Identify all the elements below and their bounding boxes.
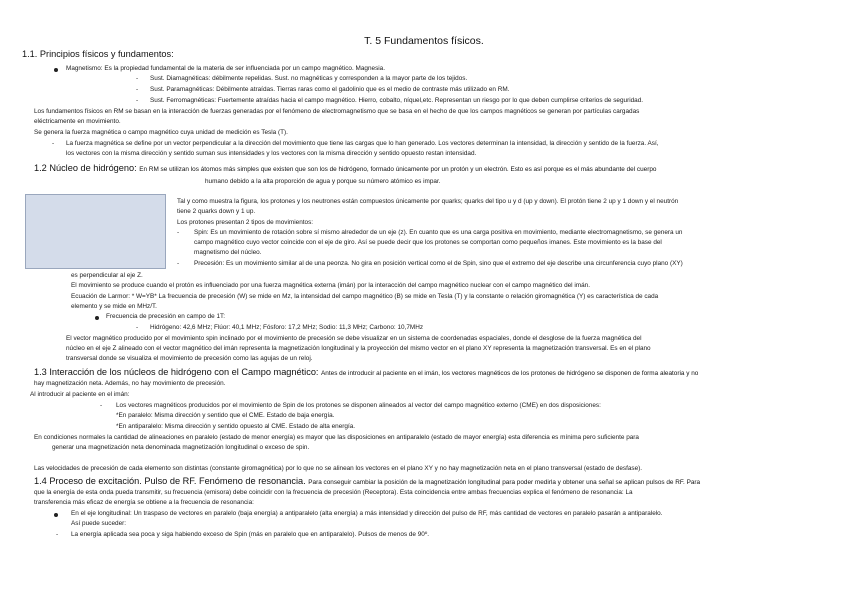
vector-line-2: núcleo en el eje Z alineado con el vector magnético del imán representa la magnetización longitudinal y la proyección del mismo vector en el plano XY representa la magnetización transversal. Es en el plano xyxy=(66,345,651,352)
condiciones-line-1: En condiciones normales la cantidad de alineaciones en paralelo (estado de menor energía) es mayor que las disposiciones en antiparalelo (estado de mayor energía) esta diferencia es mínima pero suficiente para xyxy=(34,434,639,441)
frecuencia-heading: Frecuencia de precesión en campo de 1T: xyxy=(106,313,226,320)
dash-icon: - xyxy=(177,229,180,236)
fuerza-line-2: los vectores con la misma dirección y sentido suman sus intensidades y los vectores con la misma dirección y sentido opuesto restan intensidad. xyxy=(66,150,477,157)
disposiciones-text: Los vectores magnéticos producidos por el movimiento de Spin de los protones se disponen alineados al vector del campo magnético externo (CME) en dos disposiciones: xyxy=(116,402,601,409)
dash-icon: - xyxy=(52,140,55,147)
vector-line-3: transversal donde se visualiza el movimiento de precesión como las agujas de un reloj. xyxy=(66,355,313,362)
section-1-4-heading: 1.4 Proceso de excitación. Pulso de RF. Fenómeno de resonancia. Para conseguir cambiar la posición de la magnetización longitudinal para poder medirla y obtener una señal se aplican pulsos de RF. Para xyxy=(34,476,701,486)
spin-line-2: campo magnético cuyo vector coincide con el eje de giro. Así se puede decir que los protones se comportan como pequeños imanes. Este movimiento es la base del xyxy=(194,239,662,246)
produce-text: El movimiento se produce cuando el protón es influenciado por una fuerza magnética externa (imán) por la interacción del campo magnético nuclear con el campo magnético del imán. xyxy=(71,282,590,289)
precesion-line-2: es perpendicular al eje Z. xyxy=(71,272,143,279)
movimientos-text: Los protones presentan 2 tipos de movimientos: xyxy=(177,219,314,226)
eje-longitudinal-line-2: Así puede suceder: xyxy=(71,520,127,527)
dash-icon: - xyxy=(136,75,139,82)
excitacion-line-2: que la energía de esta onda pueda transmitir, su frecuencia (emisora) debe coincidir con la frecuencia de precesión (Receptora). Esta coincidencia entre ambas frecuencias explica el fenómeno de resonancia: La xyxy=(34,489,633,496)
paramag-text: Sust. Paramagnéticas: Débilmente atraídas. Tierras raras como el gadolinio que es el medio de contraste más utilizado en RM. xyxy=(150,86,510,93)
larmor-line-1: Ecuación de Larmor: * W=YB* La frecuencia de precesión (W) se mide en Mz, la intensidad del campo magnético (B) se mide en Tesla (T) y la constante o relación giromagnética (Y) es característica de cada xyxy=(71,293,659,300)
figura-line-2: tiene 2 quarks down y 1 up. xyxy=(177,208,256,215)
paralelo-text: *En paralelo: Misma dirección y sentido que el CME. Estado de baja energía. xyxy=(116,412,335,419)
hidrogeno-intro-line-2: humano debido a la alta proporción de agua y porque su número atómico es impar. xyxy=(205,178,441,185)
fundamentos-line-1: Los fundamentos físicos en RM se basan en la interacción de fuerzas generadas por el fenómeno de electromagnetismo que se basa en el hecho de que los campos magnéticos se generan por partículas cargadas xyxy=(34,108,640,115)
eje-longitudinal-line-1: En el eje longitudinal: Un traspaso de vectores en paralelo (baja energía) a antiparalelo (alta energía) a más intensidad y dirección del pulso de RF, más cantidad de vectores en paralelo pasarán a antiparalelo. xyxy=(71,510,663,517)
dash-icon: - xyxy=(136,324,139,331)
spin-line-1: Spin: Es un movimiento de rotación sobre sí mismo alrededor de un eje (z). En cuanto que es una carga positiva en movimiento, mediante electromagnetismo, se genera un xyxy=(194,229,683,236)
dash-icon: - xyxy=(136,86,139,93)
diamag-text: Sust. Diamagnéticas: débilmente repelidas. Sust. no magnéticas y corresponden a la mayor parte de los tejidos. xyxy=(150,75,468,82)
fuerza-line-1: La fuerza magnética se define por un vector perpendicular a la dirección del movimiento que tiene las cargas que lo han generado. Los vectores determinan la intensidad, la dirección y sentido de la fuerza. Así, xyxy=(66,140,659,147)
spin-line-3: magnetismo del núcleo. xyxy=(194,249,262,256)
excitacion-line-3: transferencia más eficaz de energía se obtiene a la frecuencia de resonancia: xyxy=(34,499,254,506)
condiciones-line-2: generar una magnetización neta denominada magnetización longitudinal o exceso de spin. xyxy=(52,444,310,451)
dash-icon: - xyxy=(136,97,139,104)
energia-text: La energía aplicada sea poca y siga habiendo exceso de Spin (más en paralelo que en antiparalelo). Pulsos de menos de 90º. xyxy=(71,531,429,538)
section-1-1-heading: 1.1. Principios físicos y fundamentos: xyxy=(22,49,174,59)
section-1-2-heading: 1.2 Núcleo de hidrógeno: En RM se utilizan los átomos más simples que existen que son los de hidrógeno, formado únicamente por un protón y un electrón. Esto es así porque es el más abundante del cuerpo xyxy=(34,163,657,173)
fundamentos-line-2: eléctricamente en movimiento. xyxy=(34,118,121,125)
figura-line-1: Tal y como muestra la figura, los protones y los neutrones están compuestos únicamente por quarks; quarks del tipo u y d (up y down). El protón tiene 2 up y 1 down y el neutrón xyxy=(177,198,679,205)
dash-icon: - xyxy=(100,402,103,409)
page-title: T. 5 Fundamentos físicos. xyxy=(364,35,484,47)
interaccion-line-2: hay magnetización neta. Además, no hay movimiento de precesión. xyxy=(34,380,226,387)
al-introducir-text: Al introducir al paciente en el imán: xyxy=(30,391,130,398)
magnetismo-text: Magnetismo: Es la propiedad fundamental de la materia de ser influenciada por un campo magnético. Magnesia. xyxy=(66,65,386,72)
dash-icon: - xyxy=(177,260,180,267)
vector-line-1: El vector magnético producido por el movimiento spin inclinado por el movimiento de precesión se debe visualizar en un sistema de coordenadas espaciales, donde el desglose de la fuerza magnética del xyxy=(66,335,642,342)
quarks-figure xyxy=(25,194,166,269)
larmor-line-2: elemento y se mide en MHz/T. xyxy=(71,303,157,310)
section-1-3-heading: 1.3 Interacción de los núcleos de hidrógeno con el Campo magnético: Antes de introducir al paciente en el imán, los vectores magnéticos de los protones de hidrógeno se disponen de forma aleatoria y no xyxy=(34,367,699,377)
antiparalelo-text: *En antiparalelo: Misma dirección y sentido opuesto al CME. Estado de alta energía. xyxy=(116,423,356,430)
bullet-icon xyxy=(54,68,58,72)
tesla-text: Se genera la fuerza magnética o campo magnético cuya unidad de medición es Tesla (T). xyxy=(34,129,288,136)
precesion-line-1: Precesión: Es un movimiento similar al de una peonza. No gira en posición vertical como el de Spin, sino que el extremo del eje describe una circunferencia cuyo plano (XY) xyxy=(194,260,683,267)
bullet-icon xyxy=(95,316,99,320)
bullet-icon xyxy=(54,513,58,517)
ferromag-text: Sust. Ferromagnéticas: Fuertemente atraídas hacia el campo magnético. Hierro, cobalto, níquel,etc. Representan un riesgo por lo que deben cumplirse criterios de seguridad. xyxy=(150,97,644,104)
dash-icon: - xyxy=(56,531,59,538)
frecuencia-values: Hidrógeno: 42,6 MHz; Flúor: 40,1 MHz; Fósforo: 17,2 MHz; Sodio: 11,3 MHz; Carbono: 10,7MHz xyxy=(150,324,424,331)
velocidades-text: Las velocidades de precesión de cada elemento son distintas (constante giromagnética) por lo que no se alinean los vectores en el plano XY y no hay magnetización neta en el plano transversal (estado de desfase). xyxy=(34,465,643,472)
